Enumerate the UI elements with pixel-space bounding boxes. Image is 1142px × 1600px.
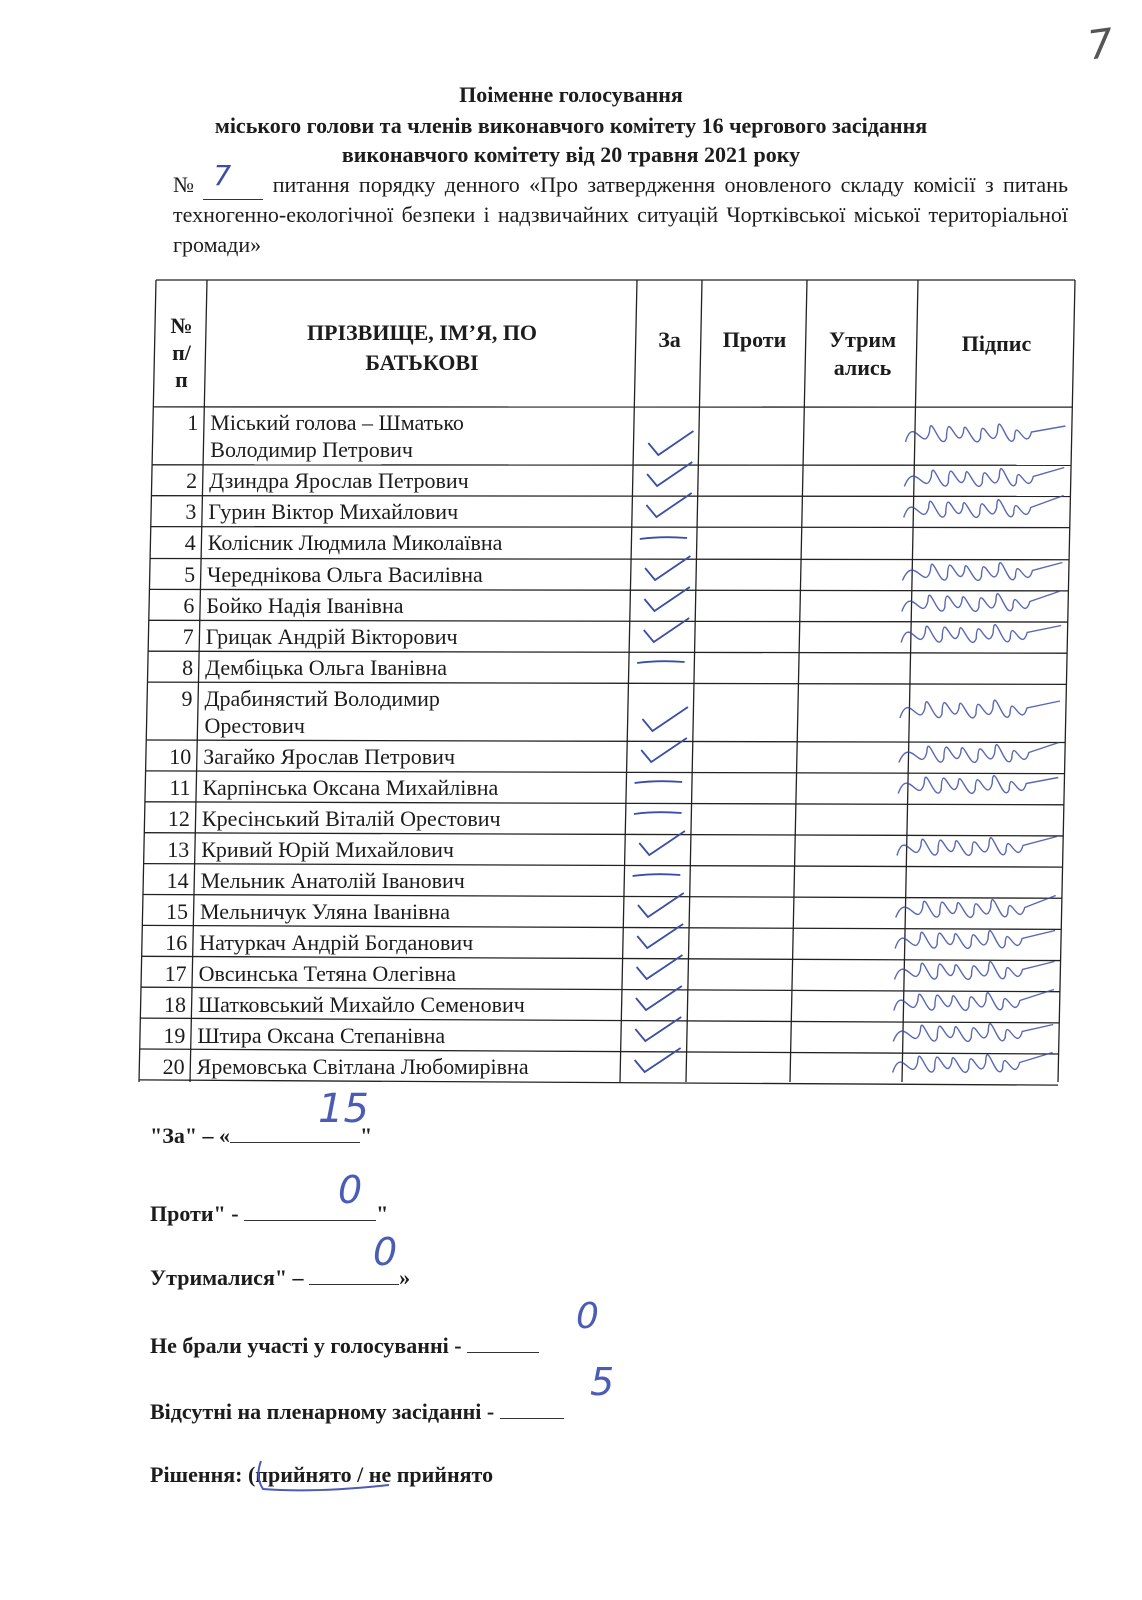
summary-vidsutni-label: Відсутні на пленарному засіданні - bbox=[150, 1399, 495, 1424]
row-name: Грицак Андрій Вікторович bbox=[205, 624, 458, 649]
row-name: Череднікова Ольга Василівна bbox=[207, 562, 483, 587]
page-number: 7 bbox=[1084, 20, 1117, 70]
header-za: За bbox=[658, 327, 681, 352]
signature bbox=[899, 743, 1059, 763]
summary-vidsutni bbox=[150, 1396, 564, 1425]
vote-dash-mark bbox=[633, 874, 681, 876]
summary-utrym-end: » bbox=[399, 1265, 411, 1290]
signature bbox=[904, 496, 1064, 518]
table-rule bbox=[149, 589, 1068, 591]
row-name: Кривий Юрій Михайлович bbox=[201, 837, 454, 862]
table-rule bbox=[149, 620, 1068, 622]
row-number: 16 bbox=[165, 930, 188, 955]
table-rule bbox=[686, 280, 702, 1082]
row-name-continuation: Володимир Петрович bbox=[210, 437, 413, 462]
row-name: Шатковський Михайло Семенович bbox=[197, 992, 525, 1017]
row-number: 5 bbox=[184, 562, 196, 587]
summary-za-label: "За" – « bbox=[150, 1123, 231, 1148]
row-name: Штира Оксана Степанівна bbox=[197, 1023, 446, 1048]
signature bbox=[902, 591, 1062, 612]
table-rule bbox=[1058, 280, 1075, 1082]
summary-utrym-label: Утрималися" – bbox=[150, 1265, 304, 1290]
vote-dash-mark bbox=[635, 781, 683, 783]
signature bbox=[901, 625, 1061, 643]
row-name: Дембіцька Ольга Іванівна bbox=[205, 655, 447, 680]
row-number: 15 bbox=[165, 899, 188, 924]
row-number: 14 bbox=[166, 868, 189, 893]
table-rule bbox=[902, 280, 918, 1082]
row-name: Бойко Надія Іванівна bbox=[206, 593, 404, 618]
summary-vidsutni-field bbox=[500, 1396, 564, 1419]
agenda-number-prefix: № bbox=[173, 172, 194, 197]
document-subtitle-line2: виконавчого комітету від 20 травня 2021 року bbox=[341, 142, 801, 167]
signature bbox=[894, 962, 1054, 980]
summary-ne-braly-value: 0 bbox=[576, 1296, 599, 1337]
row-number: 11 bbox=[169, 775, 191, 800]
agenda-text: питання порядку денного «Про затвердження оновленого складу комісії з питань техногенно-екологічної безпеки і надзвичайних ситуацій Чортківської міської територіальної громади» bbox=[173, 172, 1068, 257]
summary-za-end: " bbox=[360, 1123, 373, 1148]
row-number: 9 bbox=[181, 686, 193, 711]
signature bbox=[896, 896, 1056, 918]
decision-underline-mark bbox=[255, 1455, 395, 1495]
signature bbox=[900, 700, 1060, 718]
row-number: 6 bbox=[183, 593, 195, 618]
header-name: ПРІЗВИЩЕ, ІМ’Я, ПО БАТЬКОВІ bbox=[306, 320, 538, 375]
document-title: Поіменне голосування bbox=[459, 82, 683, 107]
header-utrym: Утрим ались bbox=[828, 327, 897, 380]
row-number: 12 bbox=[167, 806, 190, 831]
signature bbox=[898, 776, 1058, 794]
row-number: 4 bbox=[184, 530, 196, 555]
header-num: № п/ п bbox=[170, 313, 193, 392]
table-rule bbox=[147, 682, 1066, 684]
summary-proty-value: 0 bbox=[338, 1168, 363, 1212]
summary-utrym-value: 0 bbox=[373, 1230, 398, 1274]
vote-dash-mark bbox=[634, 812, 682, 814]
summary-proty-end: " bbox=[376, 1201, 389, 1226]
row-number: 8 bbox=[182, 655, 194, 680]
row-name: Натуркач Андрій Богданович bbox=[199, 930, 474, 955]
summary-utrym bbox=[150, 1262, 410, 1291]
row-number: 7 bbox=[182, 624, 194, 649]
summary-ne-braly-field bbox=[467, 1330, 539, 1353]
summary-ne-braly bbox=[150, 1330, 539, 1359]
row-number: 19 bbox=[163, 1023, 186, 1048]
vote-dash-mark bbox=[637, 661, 684, 663]
row-number: 20 bbox=[162, 1054, 185, 1079]
row-name: Мельничук Уляна Іванівна bbox=[199, 899, 451, 924]
agenda-number-handwritten: 7 bbox=[213, 159, 232, 192]
table-rule bbox=[790, 280, 807, 1082]
document-subtitle-line1: міського голови та членів виконавчого комітету 16 чергового засідання bbox=[214, 113, 928, 138]
signature bbox=[893, 1053, 1053, 1073]
row-name: Кресінський Віталій Орестович bbox=[201, 806, 501, 831]
signature bbox=[893, 1024, 1053, 1042]
summary-decision: Рішення: (прийнято / не прийнято bbox=[150, 1462, 494, 1487]
row-name: Загайко Ярослав Петрович bbox=[203, 744, 456, 769]
row-name: Овсинська Тетяна Олегівна bbox=[198, 961, 457, 986]
row-name: Карпінська Оксана Михайлівна bbox=[202, 775, 499, 800]
table-rule bbox=[151, 527, 1070, 528]
row-number: 2 bbox=[186, 468, 198, 493]
summary-vidsutni-value: 5 bbox=[590, 1360, 615, 1404]
row-name: Колісник Людмила Миколаївна bbox=[207, 530, 503, 555]
row-name: Драбинястий Володимир bbox=[204, 686, 440, 711]
signature bbox=[904, 468, 1064, 487]
vote-dash-mark bbox=[640, 537, 687, 539]
row-name: Міський голова – Шматько bbox=[210, 410, 464, 435]
row-number: 10 bbox=[169, 744, 192, 769]
summary-za-value: 15 bbox=[318, 1086, 369, 1132]
vote-check-mark bbox=[642, 707, 688, 731]
summary-ne-braly-label: Не брали участі у голосуванні - bbox=[150, 1333, 462, 1358]
table-rule bbox=[139, 1080, 1058, 1085]
signature bbox=[897, 837, 1057, 856]
table-rule bbox=[151, 496, 1070, 497]
row-number: 13 bbox=[167, 837, 190, 862]
summary-proty-label: Проти" - bbox=[150, 1201, 239, 1226]
row-number: 18 bbox=[163, 992, 186, 1017]
row-name: Гурин Віктор Михайлович bbox=[208, 499, 459, 524]
row-name: Дзиндра Ярослав Петрович bbox=[209, 468, 469, 493]
signature bbox=[894, 990, 1054, 1011]
row-number: 3 bbox=[185, 499, 197, 524]
table-rule bbox=[150, 559, 1069, 560]
row-number: 1 bbox=[187, 410, 199, 435]
row-number: 17 bbox=[164, 961, 187, 986]
row-name: Мельник Анатолій Іванович bbox=[200, 868, 465, 893]
header-proty: Проти bbox=[722, 327, 787, 352]
row-name: Яремовська Світлана Любомирівна bbox=[196, 1054, 529, 1079]
vote-check-mark bbox=[648, 431, 693, 455]
table-rule bbox=[148, 651, 1067, 653]
row-name-continuation: Орестович bbox=[204, 713, 305, 738]
header-pidpys: Підпис bbox=[961, 331, 1032, 356]
signature bbox=[905, 424, 1065, 442]
table-rule bbox=[152, 465, 1071, 466]
signature bbox=[895, 931, 1055, 949]
signature bbox=[902, 563, 1062, 581]
